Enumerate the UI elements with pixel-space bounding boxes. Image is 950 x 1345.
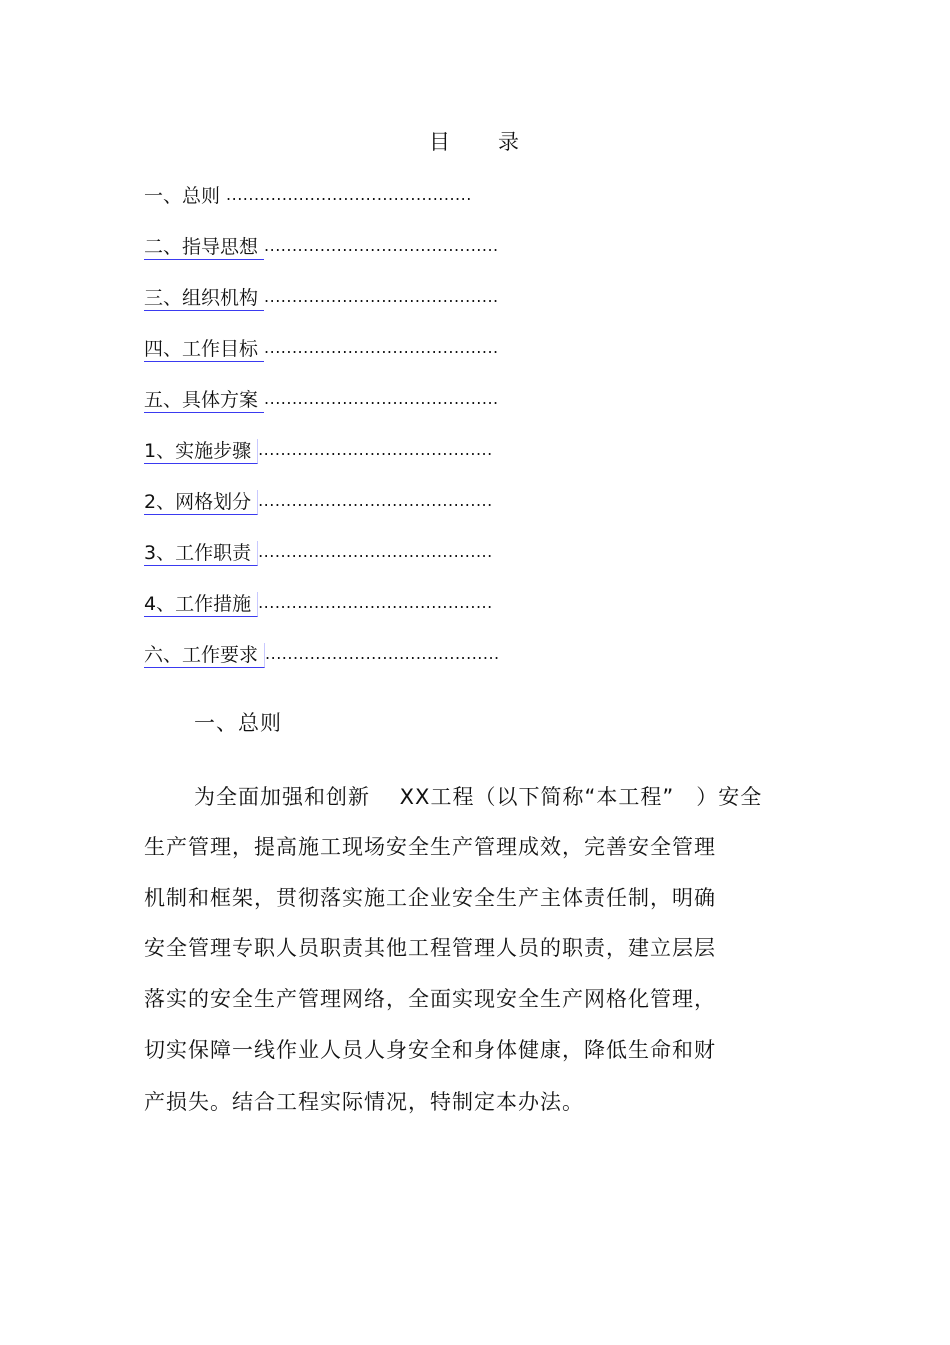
paragraph-line: 为全面加强和创新 XX工程（以下简称“本工程” ）安全	[194, 785, 763, 809]
toc-entry[interactable]	[144, 384, 499, 414]
toc-entry[interactable]	[144, 282, 499, 312]
toc-entry-link[interactable]: 3、工作职责	[144, 541, 258, 566]
toc-entry-link[interactable]: 2、网格划分	[144, 490, 258, 515]
toc-entry-leader: ..........................................	[264, 287, 499, 306]
toc-entry-leader: ............................................	[226, 185, 472, 204]
toc-entry-label: 一、总则	[144, 185, 221, 207]
toc-entry-link[interactable]: 五、具体方案	[144, 388, 264, 413]
toc-entry[interactable]	[144, 435, 493, 465]
paragraph-line: 切实保障一线作业人员人身安全和身体健康，降低生命和财	[144, 1038, 716, 1062]
toc-entry-link[interactable]: 六、工作要求	[144, 643, 265, 668]
toc-title	[0, 126, 950, 156]
paragraph-line: 生产管理，提高施工现场安全生产管理成效，完善安全管理	[144, 835, 716, 859]
toc-entry-link[interactable]: 1、实施步骤	[144, 439, 258, 464]
toc-title-right: 录	[498, 130, 521, 154]
toc-entry-link[interactable]: 4、工作措施	[144, 592, 258, 617]
toc-entry-leader: ..........................................	[264, 389, 499, 408]
toc-entry-link[interactable]: 二、指导思想	[144, 235, 264, 260]
toc-entry-leader: ..........................................	[264, 236, 499, 255]
toc-entry-link[interactable]: 三、组织机构	[144, 286, 264, 311]
toc-entry[interactable]	[144, 639, 500, 669]
toc-entry[interactable]	[144, 588, 493, 618]
toc-entry[interactable]	[144, 180, 472, 210]
toc-entry-leader: ..........................................	[265, 644, 500, 663]
toc-entry[interactable]	[144, 537, 493, 567]
toc-entry[interactable]	[144, 486, 493, 516]
toc-entry-leader: ..........................................	[258, 593, 493, 612]
toc-entry[interactable]	[144, 231, 499, 261]
paragraph-line: 机制和框架，贯彻落实施工企业安全生产主体责任制，明确	[144, 886, 716, 910]
toc-entry-leader: ..........................................	[264, 338, 499, 357]
toc-entry-link[interactable]: 四、工作目标	[144, 337, 264, 362]
toc-entry-leader: ..........................................	[258, 542, 493, 561]
paragraph-line: 落实的安全生产管理网络，全面实现安全生产网格化管理，	[144, 987, 716, 1011]
toc-entry-leader: ..........................................	[258, 491, 493, 510]
toc-title-left: 目	[429, 130, 452, 154]
toc-entry[interactable]	[144, 333, 499, 363]
section-heading: 一、总则	[194, 711, 282, 735]
toc-entry-leader: ..........................................	[258, 440, 493, 459]
paragraph-line: 产损失。结合工程实际情况，特制定本办法。	[144, 1090, 584, 1114]
paragraph-line: 安全管理专职人员职责其他工程管理人员的职责，建立层层	[144, 936, 716, 960]
